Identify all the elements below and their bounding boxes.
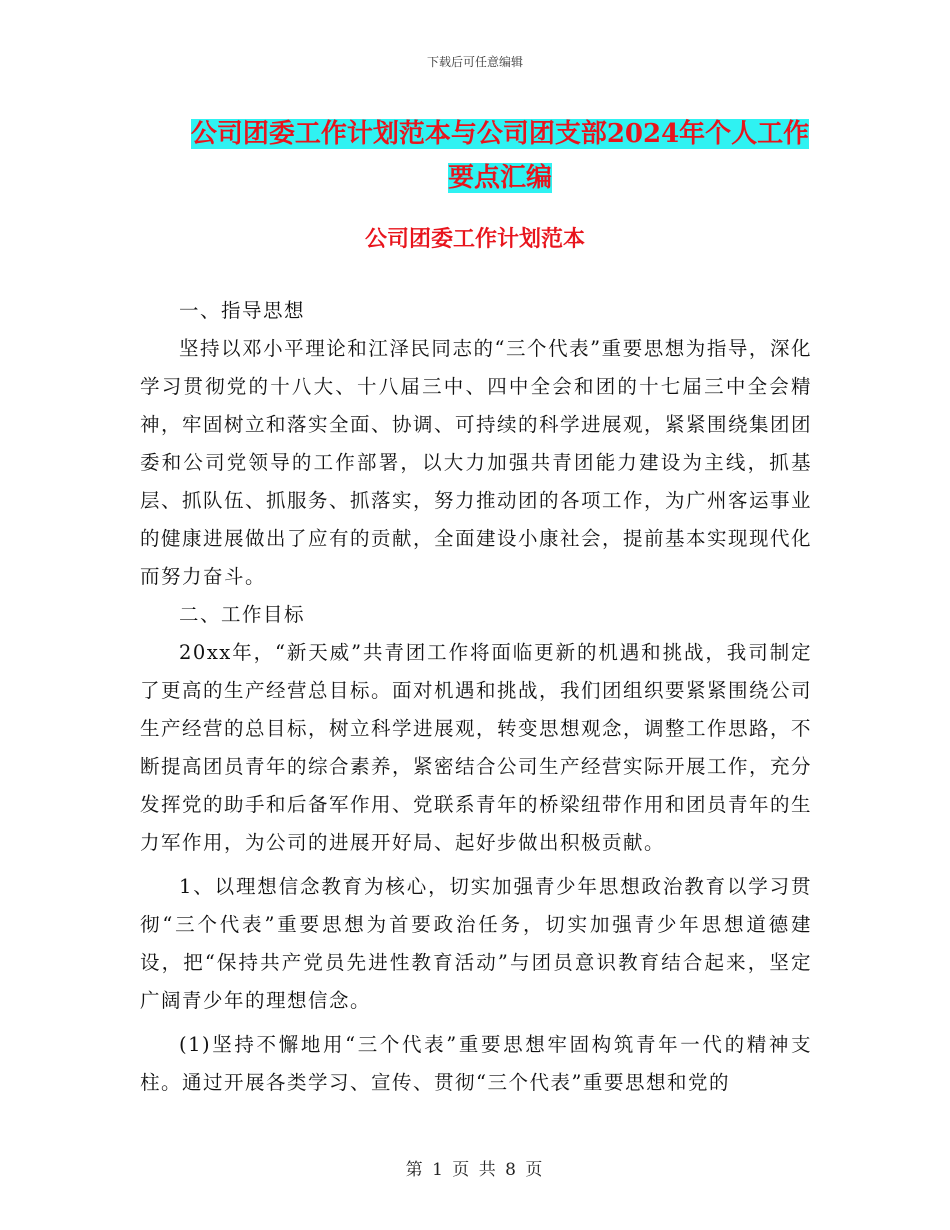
document-title-line-1: 公司团委工作计划范本与公司团支部2024年个人工作 bbox=[190, 119, 810, 149]
paragraph-subitem-1: (1)坚持不懈地用“三个代表”重要思想牢固构筑青年一代的精神支柱。通过开展各类学习、宣传、贯彻“三个代表”重要思想和党的 bbox=[140, 1033, 812, 1094]
page-number-footer: 第 1 页 共 8 页 bbox=[405, 1160, 545, 1180]
paragraph-item-1: 1、以理想信念教育为核心，切实加强青少年思想政治教育以学习贯彻“三个代表”重要思想为首要政治任务，切实加强青少年思想道德建设，把“保持共产党员先进性教育活动”与团员意识教育结合起来，坚定广阔青少年的理想信念。 bbox=[140, 875, 812, 1012]
paragraph-guiding-ideology: 坚持以邓小平理论和江泽民同志的“三个代表”重要思想为指导，深化学习贯彻党的十八大、十八届三中、四中全会和团的十七届三中全会精神，牢固树立和落实全面、协调、可持续的科学进展观，紧紧围绕集团团委和公司党领导的工作部署，以大力加强共青团能力建设为主线，抓基层、抓队伍、抓服务、抓落实，努力推动团的各项工作，为广州客运事业的健康进展做出了应有的贡献，全面建设小康社会，提前基本实现现代化而努力奋斗。 bbox=[140, 337, 813, 588]
paragraph-heading-work-goals: 二、工作目标 bbox=[179, 603, 306, 626]
document-body bbox=[140, 292, 812, 1102]
header-note: 下载后可任意编辑 bbox=[426, 55, 523, 69]
paragraph-work-goals: 20xx年，“新天威”共青团工作将面临更新的机遇和挑战，我司制定了更高的生产经营总目标。面对机遇和挑战，我们团组织要紧紧围绕公司生产经营的总目标，树立科学进展观，转变思想观念，调整工作思路，不断提高团员青年的综合素养，紧密结合公司生产经营实际开展工作，充分发挥党的助手和后备军作用、党联系青年的桥梁纽带作用和团员青年的生力军作用，为公司的进展开好局、起好步做出积极贡献。 bbox=[140, 641, 813, 854]
paragraph-heading-guiding-ideology: 一、指导思想 bbox=[179, 299, 306, 322]
section-title: 公司团委工作计划范本 bbox=[364, 226, 585, 252]
document-title bbox=[140, 112, 860, 200]
document-title-line-2: 要点汇编 bbox=[447, 163, 552, 193]
